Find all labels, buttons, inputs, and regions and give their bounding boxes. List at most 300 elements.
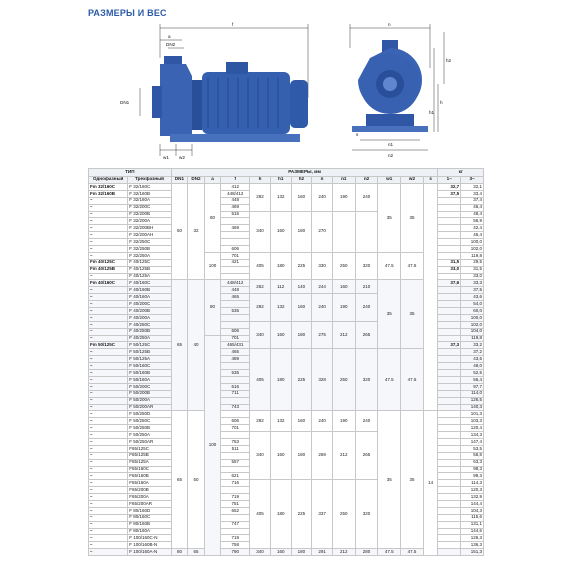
cell-single-phase: –	[89, 494, 128, 501]
suction-flange	[152, 86, 162, 118]
table-body	[89, 184, 484, 556]
cell-three-phase: F65/200A	[128, 494, 171, 501]
cell-weight-three: 114,3	[461, 480, 484, 487]
cell-h: 340	[250, 432, 271, 480]
cell-weight-single	[438, 473, 461, 480]
cell-single-phase: –	[89, 542, 128, 549]
cell-three-phase: F65/160C	[128, 466, 171, 473]
cell-weight-three: 31,5	[461, 266, 484, 273]
cell-weight-three: 37,5	[461, 287, 484, 294]
cell-a: 100	[204, 252, 221, 280]
cell-weight-single	[438, 287, 461, 294]
cell-single-phase: –	[89, 514, 128, 521]
cell-three-phase: F 80/160A	[128, 528, 171, 535]
dims-group-header: РАЗМЕРЫ, мм	[171, 169, 438, 177]
cell-n: 240	[312, 411, 333, 432]
cell-weight-three: 48,4	[461, 211, 484, 218]
cell-weight-single	[438, 356, 461, 363]
cell-weight-single	[438, 521, 461, 528]
type-group-header: ТИП	[89, 169, 172, 177]
column-header: s	[423, 176, 438, 184]
cell-single-phase: –	[89, 328, 128, 335]
cell-weight-single	[438, 542, 461, 549]
cell-weight-single: 33,0	[438, 266, 461, 273]
cell-n1: 250	[332, 252, 355, 280]
cell-weight-three: 56,8	[461, 452, 484, 459]
cell-single-phase: –	[89, 445, 128, 452]
dim-w2-label: w2	[179, 155, 185, 160]
cell-three-phase: F 40/125C	[128, 259, 171, 266]
cell-three-phase: F 50/250A	[128, 432, 171, 439]
cell-weight-three: 33,3	[461, 280, 484, 287]
cell-w1: 35	[378, 184, 401, 253]
table-group-header-row	[89, 169, 484, 177]
cell-f: 465	[221, 294, 250, 301]
cell-n: 240	[312, 294, 333, 322]
cell-single-phase: –	[89, 349, 128, 356]
terminal-box	[226, 62, 248, 74]
cell-weight-single	[438, 252, 461, 259]
cell-h2: 225	[291, 480, 312, 549]
cell-f: 711	[221, 390, 250, 397]
cell-weight-single	[438, 466, 461, 473]
cell-three-phase: F 50/200C	[128, 383, 171, 390]
cell-weight-single	[438, 432, 461, 439]
cell-weight-single	[438, 363, 461, 370]
cell-single-phase: –	[89, 246, 128, 253]
cell-weight-three: 104,3	[461, 507, 484, 514]
cell-single-phase: –	[89, 356, 128, 363]
cell-w2: 35	[401, 411, 424, 549]
side-view-drawing	[100, 18, 315, 163]
cell-h2: 180	[291, 321, 312, 349]
cell-three-phase: F 40/160C	[128, 280, 171, 287]
cell-dn1: 80	[171, 549, 188, 556]
cell-f	[221, 239, 250, 246]
cell-single-phase: Fm 40/125C	[89, 259, 128, 266]
cell-weight-single	[438, 308, 461, 315]
cell-f	[221, 363, 250, 370]
cell-f: 535	[221, 370, 250, 377]
cell-single-phase: –	[89, 487, 128, 494]
cell-n2: 320	[355, 349, 378, 411]
cell-weight-three: 102,0	[461, 246, 484, 253]
dim-s-label: s	[356, 132, 359, 137]
cell-h: 340	[250, 321, 271, 349]
cell-weight-three: 136,3	[461, 542, 484, 549]
dim-h1-label: h1	[429, 110, 435, 115]
cell-h1: 132	[270, 184, 291, 212]
cell-weight-three: 101,3	[461, 411, 484, 418]
cell-n: 275	[312, 321, 333, 349]
cell-h2: 180	[291, 549, 312, 556]
cell-three-phase: F 32/200C	[128, 204, 171, 211]
dim-f-label: f	[232, 22, 234, 27]
cell-weight-three: 42,4	[461, 225, 484, 232]
cell-f	[221, 514, 250, 521]
cell-h1: 160	[270, 432, 291, 480]
dimensions-weight-table	[88, 168, 484, 556]
cell-weight-single	[438, 239, 461, 246]
column-header: Однофазный	[89, 176, 128, 184]
dim-dn1-label: DN1	[120, 100, 130, 105]
cell-three-phase: F65/125C	[128, 445, 171, 452]
cell-weight-three: 132,9	[461, 494, 484, 501]
cell-h2: 225	[291, 349, 312, 411]
cell-single-phase: –	[89, 232, 128, 239]
cell-h2: 160	[291, 411, 312, 432]
cell-weight-single	[438, 349, 461, 356]
cell-f: 606	[221, 246, 250, 253]
dim-n-label: n	[388, 22, 391, 27]
cell-weight-single	[438, 549, 461, 556]
cell-h1: 180	[270, 252, 291, 280]
cell-n1: 212	[332, 432, 355, 480]
cell-weight-three: 102,0	[461, 321, 484, 328]
cell-weight-single	[438, 218, 461, 225]
cell-w1: 35	[378, 280, 401, 349]
cell-h1: 160	[270, 321, 291, 349]
cell-weight-three: 56,9	[461, 218, 484, 225]
cell-three-phase: F 32/250C	[128, 239, 171, 246]
cell-single-phase: –	[89, 370, 128, 377]
column-header: h2	[291, 176, 312, 184]
cell-f: 412	[221, 184, 250, 191]
cell-single-phase: –	[89, 549, 128, 556]
cell-n1: 190	[332, 411, 355, 432]
cell-weight-three: 126,3	[461, 535, 484, 542]
dim-dn2-label: DN2	[166, 42, 176, 47]
cell-h: 252	[250, 280, 271, 294]
cell-dn2: 65	[188, 549, 205, 556]
cell-weight-single	[438, 197, 461, 204]
cell-f: 701	[221, 252, 250, 259]
cell-three-phase: F 50/160A	[128, 376, 171, 383]
cell-weight-single	[438, 507, 461, 514]
cell-single-phase: –	[89, 418, 128, 425]
cell-dn2: 32	[188, 184, 205, 280]
cell-h: 405	[250, 252, 271, 280]
cell-f: 489	[221, 356, 250, 363]
cell-three-phase: F 50/200B	[128, 390, 171, 397]
cell-f: 716	[221, 480, 250, 487]
cell-h: 292	[250, 184, 271, 212]
cell-three-phase: F 40/200A	[128, 314, 171, 321]
cell-three-phase: F 100/160B-N	[128, 542, 171, 549]
cell-weight-three: 140,3	[461, 404, 484, 411]
cell-w2: 35	[401, 184, 424, 253]
cell-h1: 160	[270, 549, 291, 556]
base-foot	[170, 134, 300, 142]
cell-weight-three: 98,3	[461, 466, 484, 473]
cell-h1: 160	[270, 211, 291, 252]
cell-three-phase: F 40/125A	[128, 273, 171, 280]
cell-weight-single	[438, 246, 461, 253]
cell-single-phase: –	[89, 252, 128, 259]
cell-single-phase: –	[89, 314, 128, 321]
column-header: n2	[355, 176, 378, 184]
column-header: f	[221, 176, 250, 184]
cell-dn2: 40	[188, 280, 205, 411]
cell-weight-single	[438, 425, 461, 432]
cell-weight-single	[438, 404, 461, 411]
cell-h1: 180	[270, 349, 291, 411]
cell-weight-three: 126,5	[461, 397, 484, 404]
discharge-flange	[164, 56, 182, 64]
pump-volute	[160, 64, 192, 136]
cell-weight-three: 43,6	[461, 294, 484, 301]
cell-weight-single	[438, 452, 461, 459]
cell-weight-single	[438, 225, 461, 232]
cell-h2: 180	[291, 432, 312, 480]
cell-weight-single	[438, 383, 461, 390]
cell-single-phase: –	[89, 466, 128, 473]
cell-h: 405	[250, 349, 271, 411]
cell-single-phase: –	[89, 197, 128, 204]
cell-single-phase: –	[89, 301, 128, 308]
cell-three-phase: F 50/200A	[128, 397, 171, 404]
cell-three-phase: F 40/160B	[128, 287, 171, 294]
cell-three-phase: F 50/250AR	[128, 438, 171, 445]
cell-single-phase: –	[89, 335, 128, 342]
cell-single-phase: Fm 40/160C	[89, 280, 128, 287]
cell-f: 743	[221, 404, 250, 411]
cell-f: 652	[221, 507, 250, 514]
cell-three-phase: F65/160A	[128, 480, 171, 487]
cell-weight-three: 119,8	[461, 252, 484, 259]
cell-three-phase: F65/200AR	[128, 500, 171, 507]
cell-weight-three: 33,2	[461, 342, 484, 349]
cell-weight-three: 115,6	[461, 514, 484, 521]
cell-weight-three: 53,5	[461, 445, 484, 452]
cell-f	[221, 321, 250, 328]
cell-single-phase: –	[89, 432, 128, 439]
cell-single-phase: –	[89, 507, 128, 514]
cell-f: 465	[221, 349, 250, 356]
cell-f: 557	[221, 459, 250, 466]
cell-n1: 250	[332, 349, 355, 411]
cell-single-phase: –	[89, 535, 128, 542]
cell-f: 747	[221, 521, 250, 528]
cell-weight-three: 33,0	[461, 273, 484, 280]
cell-three-phase: F 40/200C	[128, 301, 171, 308]
cell-n1: 190	[332, 294, 355, 322]
cell-single-phase: Fm 32/160C	[89, 184, 128, 191]
cell-weight-single	[438, 376, 461, 383]
cell-single-phase: –	[89, 294, 128, 301]
cell-weight-three: 48,0	[461, 363, 484, 370]
cell-three-phase: F 40/125B	[128, 266, 171, 273]
cell-weight-three: 120,4	[461, 425, 484, 432]
cell-single-phase: –	[89, 480, 128, 487]
cell-single-phase: –	[89, 376, 128, 383]
column-header: n	[312, 176, 333, 184]
cell-weight-single	[438, 514, 461, 521]
cell-w1: 35	[378, 411, 401, 549]
cell-f: 465/431	[221, 342, 250, 349]
column-header: n1	[332, 176, 355, 184]
cell-a: 80	[204, 184, 221, 253]
cell-f: 448/412	[221, 280, 250, 287]
cell-three-phase: F 40/250B	[128, 328, 171, 335]
cell-weight-single	[438, 294, 461, 301]
cell-single-phase: –	[89, 287, 128, 294]
dim-h-label: h	[440, 100, 443, 105]
cell-three-phase: F 50/200AR	[128, 404, 171, 411]
column-header: DN1	[171, 176, 188, 184]
cell-f	[221, 397, 250, 404]
cell-f	[221, 232, 250, 239]
cell-weight-three: 120,3	[461, 487, 484, 494]
cell-f: 701	[221, 425, 250, 432]
weight-group-header: кг	[438, 169, 484, 177]
cell-weight-three: 147,4	[461, 438, 484, 445]
cell-weight-single	[438, 438, 461, 445]
column-header: w1	[378, 176, 401, 184]
cell-single-phase: –	[89, 500, 128, 507]
cell-single-phase: –	[89, 211, 128, 218]
cell-h2: 180	[291, 211, 312, 252]
cell-weight-single: 37,3	[438, 342, 461, 349]
cell-weight-single	[438, 370, 461, 377]
cell-single-phase: –	[89, 438, 128, 445]
cell-n1: 160	[332, 280, 355, 294]
cell-f: 511	[221, 445, 250, 452]
table-column-header-row	[89, 176, 484, 184]
cell-f: 790	[221, 549, 250, 556]
cell-n: 270	[312, 211, 333, 252]
cell-n1: 212	[332, 549, 355, 556]
cell-single-phase: –	[89, 218, 128, 225]
cell-f: 535	[221, 308, 250, 315]
cell-weight-three: 100,0	[461, 314, 484, 321]
cell-weight-three: 54,0	[461, 301, 484, 308]
cell-weight-three: 103,3	[461, 418, 484, 425]
cell-three-phase: F65/160B	[128, 473, 171, 480]
cell-n: 337	[312, 480, 333, 549]
cell-n1	[332, 211, 355, 252]
cell-weight-three: 56,4	[461, 376, 484, 383]
cell-three-phase: F 32/200BH	[128, 225, 171, 232]
cell-w2: 47.5	[401, 252, 424, 280]
cell-n2: 240	[355, 184, 378, 212]
cell-single-phase: –	[89, 411, 128, 418]
cell-three-phase: F 40/160A	[128, 294, 171, 301]
column-header: h	[250, 176, 271, 184]
cell-f: 448	[221, 287, 250, 294]
cell-single-phase: –	[89, 321, 128, 328]
cell-f	[221, 466, 250, 473]
cell-weight-three: 46,4	[461, 232, 484, 239]
cell-three-phase: F 50/160B	[128, 370, 171, 377]
cell-f: 469	[221, 225, 250, 232]
cell-h: 292	[250, 411, 271, 432]
cell-f: 515	[221, 211, 250, 218]
cell-single-phase: Fm 32/160B	[89, 190, 128, 197]
cell-weight-three: 37,2	[461, 349, 484, 356]
cell-n2: 280	[355, 549, 378, 556]
cell-single-phase: –	[89, 452, 128, 459]
cell-three-phase: F 80/160B	[128, 521, 171, 528]
cell-weight-single	[438, 328, 461, 335]
cell-f	[221, 301, 250, 308]
column-header: 1~	[438, 176, 461, 184]
cell-h: 405	[250, 480, 271, 549]
cell-weight-single	[438, 232, 461, 239]
cell-three-phase: F 32/160C	[128, 184, 171, 191]
column-header: Трехфазный	[128, 176, 171, 184]
cell-a: 80	[204, 280, 221, 335]
cell-f: 469	[221, 204, 250, 211]
cell-three-phase: F 50/160C	[128, 363, 171, 370]
cell-single-phase: Fm 40/125B	[89, 266, 128, 273]
cell-f: 753	[221, 438, 250, 445]
cell-weight-single	[438, 301, 461, 308]
cell-three-phase: F 32/200AH	[128, 232, 171, 239]
motor-adapter	[192, 80, 202, 130]
cell-three-phase: F 50/250B	[128, 425, 171, 432]
cell-weight-single	[438, 211, 461, 218]
cell-weight-single	[438, 528, 461, 535]
cell-n: 240	[312, 184, 333, 212]
cell-three-phase: F 32/200A	[128, 218, 171, 225]
cell-weight-single	[438, 390, 461, 397]
table-row	[89, 184, 484, 191]
cell-weight-three: 144,4	[461, 500, 484, 507]
cell-h: 292	[250, 294, 271, 322]
cell-weight-three: 29,5	[461, 259, 484, 266]
cell-f	[221, 432, 250, 439]
cell-w1: 47.5	[378, 252, 401, 280]
cell-three-phase: F 100/160C-N	[128, 535, 171, 542]
cell-weight-three: 151,3	[461, 549, 484, 556]
cell-weight-single	[438, 445, 461, 452]
cell-weight-single	[438, 314, 461, 321]
column-header: a	[204, 176, 221, 184]
cell-n1: 190	[332, 184, 355, 212]
cell-three-phase: F 100/160A-N	[128, 549, 171, 556]
cell-h1: 132	[270, 294, 291, 322]
cell-weight-single	[438, 397, 461, 404]
cell-weight-single	[438, 335, 461, 342]
cell-three-phase: F65/125A	[128, 459, 171, 466]
cell-weight-three: 144,6	[461, 528, 484, 535]
cell-f: 758	[221, 542, 250, 549]
dim-h2-label: h2	[446, 58, 452, 63]
column-header: 3~	[461, 176, 484, 184]
cell-single-phase: –	[89, 404, 128, 411]
cell-n: 244	[312, 280, 333, 294]
cell-dn1: 65	[171, 411, 188, 549]
cell-weight-three: 32,1	[461, 184, 484, 191]
cell-n2: 265	[355, 321, 378, 349]
cell-h2: 160	[291, 184, 312, 212]
cell-h1: 112	[270, 280, 291, 294]
cell-weight-three: 97,7	[461, 383, 484, 390]
cell-h: 340	[250, 211, 271, 252]
cell-weight-single	[438, 321, 461, 328]
cell-single-phase: –	[89, 528, 128, 535]
cell-weight-three: 119,8	[461, 335, 484, 342]
cell-weight-single	[438, 273, 461, 280]
front-base	[352, 126, 428, 132]
cell-f: 719	[221, 494, 250, 501]
cell-n1: 250	[332, 480, 355, 549]
cell-three-phase: F 50/125B	[128, 349, 171, 356]
cell-w2: 35	[401, 280, 424, 349]
cell-three-phase: F 80/160D	[128, 507, 171, 514]
cell-weight-single	[438, 480, 461, 487]
